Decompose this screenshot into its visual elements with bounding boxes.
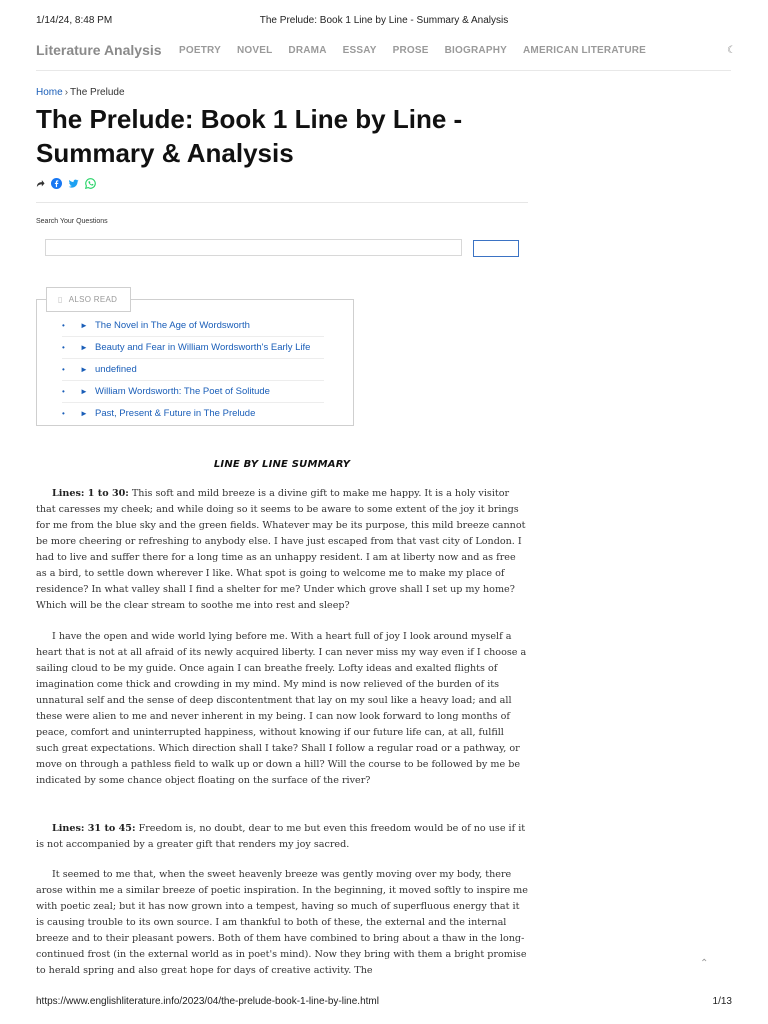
print-header bbox=[36, 15, 732, 29]
list-item bbox=[62, 316, 324, 337]
header-divider bbox=[36, 202, 528, 203]
summary-paragraph-4 bbox=[36, 867, 528, 979]
twitter-icon[interactable] bbox=[68, 179, 79, 189]
list-item bbox=[62, 360, 324, 381]
breadcrumb-current: The Prelude bbox=[70, 87, 125, 98]
breadcrumb bbox=[36, 87, 125, 98]
nav-link-novel[interactable]: NOVEL bbox=[236, 45, 273, 56]
also-read-heading: ALSO READ bbox=[68, 295, 118, 304]
print-page-title: The Prelude: Book 1 Line by Line - Summary & Analysis bbox=[259, 15, 509, 26]
nav-link-essay[interactable]: ESSAY bbox=[342, 45, 377, 56]
paragraph-text: I have the open and wide world lying before me. With a heart full of joy I look around myself a heart that is not at all afraid of its newly acquired liberty. I can never miss my way even if I choose a sailing cloud to be my guide. Once again I can breathe freely. Lofty ideas and exalted flights of imagination come thick and crowding in my mind. My mind is now relieved of the burden of its unnatural self and the sense of deep discontentment that lay on my soul like a heavy load; and all these were alien to me and never inherent in my being. I can now look forward to long months of peace, comfort and uninterrupted happiness, without knowing if our future life can, at all, fulfill such great expectations. Which direction shall I take? Shall I follow a regular road or a pathway, or move on through a pathless field to walk up or down a hill? Will the course to be followed by me be indicated by some chance object floating on the surface of the river? bbox=[36, 631, 527, 786]
chevron-right-icon: › bbox=[64, 87, 69, 98]
also-read-link[interactable]: The Novel in The Age of Wordsworth bbox=[95, 320, 250, 331]
summary-paragraph-3 bbox=[36, 821, 528, 853]
search-input[interactable] bbox=[45, 239, 462, 256]
summary-paragraph-2 bbox=[36, 629, 528, 789]
share-icon[interactable] bbox=[36, 179, 45, 188]
also-read-tab bbox=[46, 287, 131, 312]
print-datetime: 1/14/24, 8:48 PM bbox=[36, 15, 113, 26]
list-item bbox=[62, 382, 324, 403]
site-brand[interactable]: Literature Analysis bbox=[36, 42, 162, 58]
list-item bbox=[62, 338, 324, 359]
nav-link-poetry[interactable]: POETRY bbox=[179, 45, 221, 56]
search-label: Search Your Questions bbox=[36, 218, 108, 225]
search-button[interactable] bbox=[473, 240, 519, 257]
nav-link-drama[interactable]: DRAMA bbox=[288, 45, 327, 56]
triangle-right-icon: ► bbox=[80, 409, 88, 418]
lines-label: Lines: 31 to 45: bbox=[52, 823, 136, 834]
summary-paragraph-1 bbox=[36, 486, 528, 614]
site-navbar bbox=[36, 36, 736, 71]
share-bar bbox=[36, 178, 102, 189]
triangle-right-icon: ► bbox=[80, 343, 88, 352]
page-title: The Prelude: Book 1 Line by Line - Summary & Analysis bbox=[36, 104, 463, 168]
also-read-link[interactable]: William Wordsworth: The Poet of Solitude bbox=[95, 386, 270, 397]
triangle-right-icon: ► bbox=[80, 387, 88, 396]
also-read-link[interactable]: Past, Present & Future in The Prelude bbox=[95, 408, 256, 419]
facebook-icon[interactable] bbox=[51, 178, 62, 189]
paragraph-text: This soft and mild breeze is a divine gift to make me happy. It is a holy visitor that caresses my cheek; and while doing so it seems to be aware to some extent of the joy it brings for me from the blue sky and the green fields. Whatever may be its purpose, this mild breeze cannot be more cheering or refreshing to anybody else. I have just escaped from that vast city of London. I had to live and suffer there for a long time as an unhappy resident. I am at liberty now and as free as a bird, to settle down wherever I like. What spot is going to welcome me to make my place of residence? In what valley shall I find a shelter for me? Under which grove shall I set up my home? Which will be the clear stream to soothe me into rest and sleep? bbox=[36, 488, 526, 611]
paragraph-text: It seemed to me that, when the sweet heavenly breeze was gently moving over my body, there arose within me a similar breeze of poetic inspiration. In the beginning, it moved softly to inspire me with poetic zeal; but it has now grown into a tempest, having so much of superfluous energy that it is causing trouble to its own source. I am thankful to both of these, the external and the internal breeze and to their pleasant powers. Both of them have combined to bring about a thaw in the long-continued frost (in the external world as in poet's mind). Now they bring with them a bright promise to herald spring and also great hope for days of creative activity. The bbox=[36, 869, 528, 976]
bullet-icon: • bbox=[62, 343, 65, 352]
paragraph-text: Freedom is, no doubt, dear to me but even this freedom would be of no use if it is not accompanied by a greater gift that renders my joy sacred. bbox=[36, 823, 526, 850]
chevron-up-icon[interactable]: ⌃ bbox=[700, 958, 709, 969]
also-read-list bbox=[62, 316, 324, 425]
section-heading: LINE BY LINE SUMMARY bbox=[213, 459, 351, 470]
moon-icon[interactable]: ☾ bbox=[727, 45, 736, 56]
nav-link-american-literature[interactable]: AMERICAN LITERATURE bbox=[523, 45, 647, 56]
lines-label: Lines: 1 to 30: bbox=[52, 488, 129, 499]
bullet-icon: • bbox=[62, 365, 65, 374]
bullet-icon: • bbox=[62, 321, 65, 330]
nav-link-prose[interactable]: PROSE bbox=[392, 45, 429, 56]
nav-link-biography[interactable]: BIOGRAPHY bbox=[444, 45, 507, 56]
print-footer bbox=[36, 996, 732, 1010]
bookmark-icon: ▯ bbox=[58, 295, 63, 304]
print-page-number: 1/13 bbox=[712, 996, 732, 1007]
whatsapp-icon[interactable] bbox=[85, 178, 96, 189]
triangle-right-icon: ► bbox=[80, 365, 88, 374]
also-read-link[interactable]: Beauty and Fear in William Wordsworth's Early Life bbox=[95, 342, 311, 353]
also-read-link[interactable]: undefined bbox=[95, 364, 137, 375]
breadcrumb-home-link[interactable]: Home bbox=[36, 87, 63, 98]
triangle-right-icon: ► bbox=[80, 321, 88, 330]
bullet-icon: • bbox=[62, 409, 65, 418]
nav-links bbox=[179, 45, 662, 56]
print-url: https://www.englishliterature.info/2023/04/the-prelude-book-1-line-by-line.html bbox=[36, 996, 379, 1007]
list-item bbox=[62, 404, 324, 424]
bullet-icon: • bbox=[62, 387, 65, 396]
